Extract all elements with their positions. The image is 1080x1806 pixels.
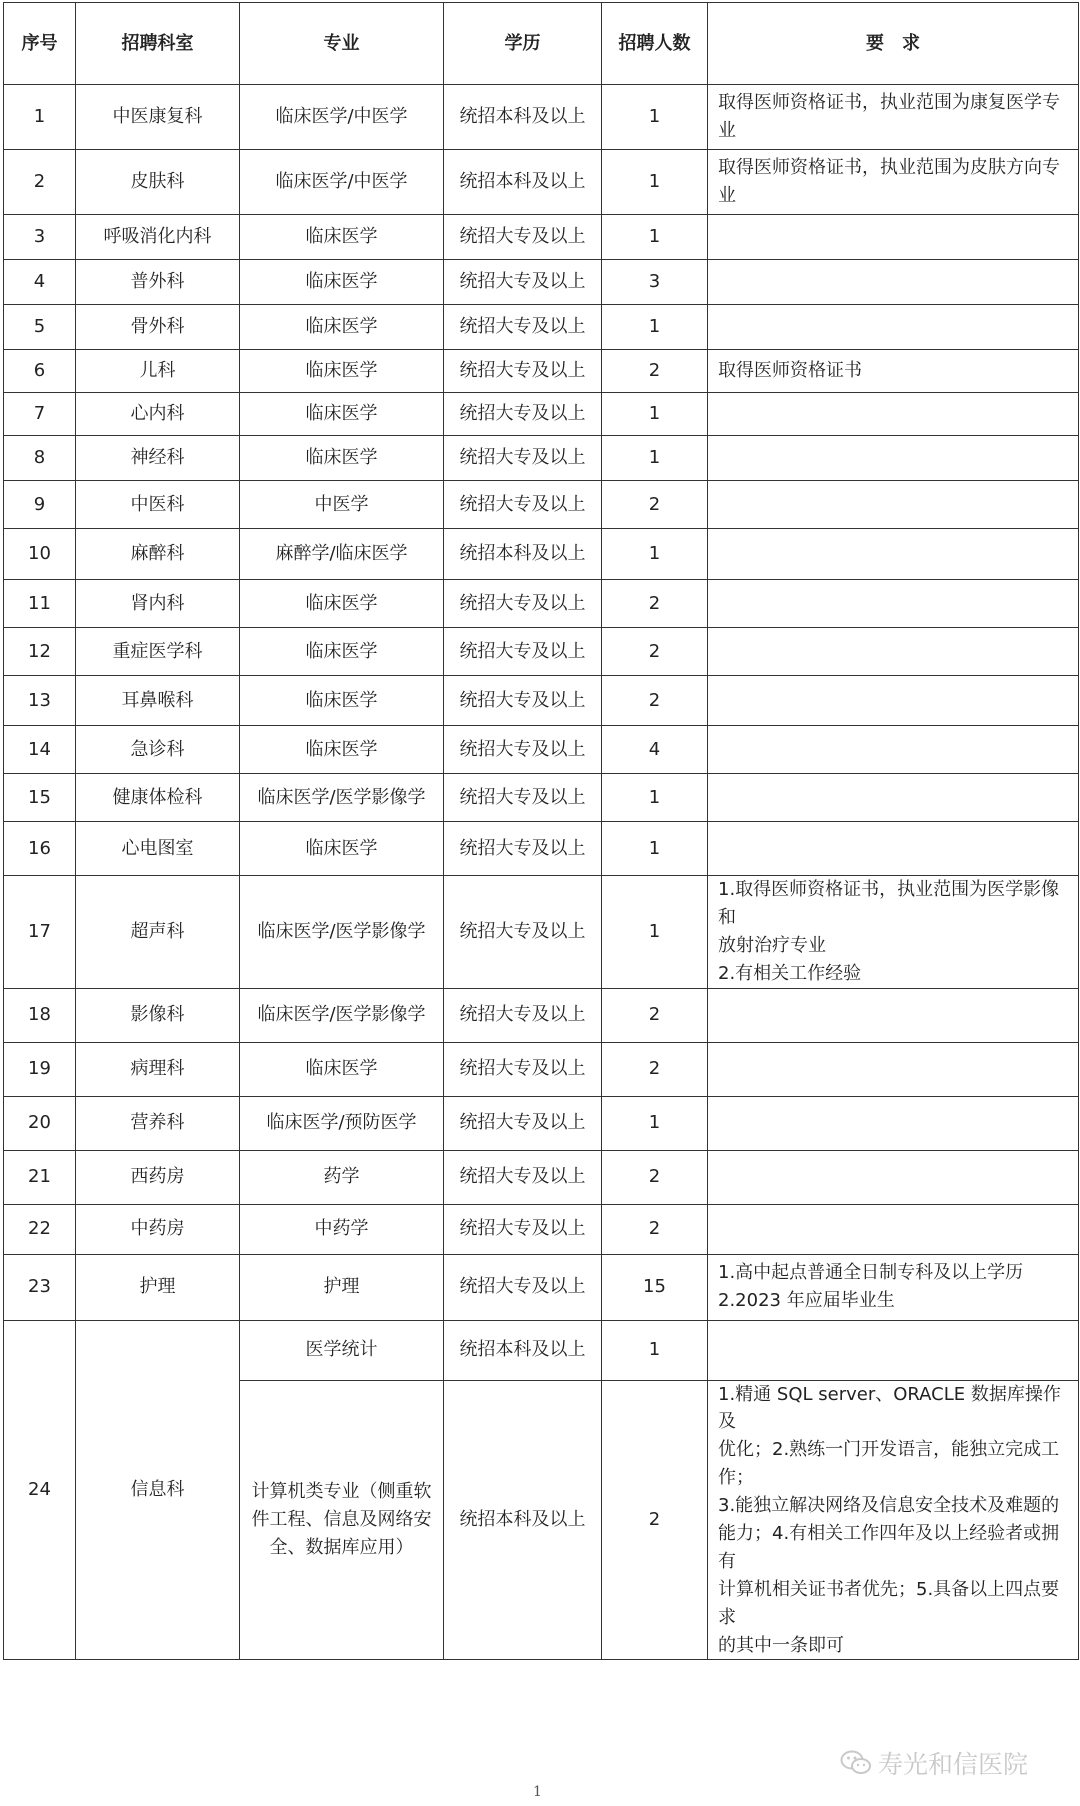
- row-major: 中医学: [240, 481, 444, 529]
- requirement-line: 1.取得医师资格证书，执业范围为医学影像和: [718, 879, 1060, 928]
- row-edu: 统招大专及以上: [444, 305, 602, 350]
- requirement-line: 1.高中起点普通全日制专科及以上学历: [718, 1262, 1024, 1284]
- requirement-line: 计算机相关证书者优先；5.具备以上四点要求: [718, 1578, 1060, 1628]
- requirement-line: 1.精通 SQL server、ORACLE 数据库操作及: [718, 1383, 1061, 1433]
- row-edu: 统招本科及以上: [444, 150, 602, 215]
- row-requirement: [708, 676, 1079, 726]
- row-count: 2: [602, 1042, 708, 1096]
- requirement-line: 3.能独立解决网络及信息安全技术及难题的: [718, 1495, 1060, 1517]
- row-major: 临床医学: [240, 726, 444, 774]
- row-major: 临床医学/中医学: [240, 85, 444, 150]
- row-count: 2: [602, 580, 708, 628]
- row-major: 临床医学: [240, 1042, 444, 1096]
- table-row: [4, 150, 1079, 215]
- row-count: 2: [602, 1380, 708, 1660]
- row-dept: 影像科: [76, 988, 240, 1042]
- row-edu: 统招本科及以上: [444, 529, 602, 580]
- row-edu: 统招本科及以上: [444, 85, 602, 150]
- row-number: 15: [4, 774, 76, 822]
- row-edu: 统招大专及以上: [444, 481, 602, 529]
- row-number: 19: [4, 1042, 76, 1096]
- header-cell: 招聘科室: [76, 3, 240, 85]
- row-edu: 统招大专及以上: [444, 580, 602, 628]
- row-edu: 统招大专及以上: [444, 628, 602, 676]
- row-number: 24: [4, 1320, 76, 1660]
- row-major: 临床医学: [240, 580, 444, 628]
- row-dept: 中药房: [76, 1204, 240, 1254]
- row-count: 1: [602, 436, 708, 481]
- row-requirement: [708, 1096, 1079, 1150]
- row-dept: 神经科: [76, 436, 240, 481]
- row-edu: 统招大专及以上: [444, 774, 602, 822]
- row-edu: 统招大专及以上: [444, 1042, 602, 1096]
- header-cell: 学历: [444, 3, 602, 85]
- row-number: 3: [4, 215, 76, 260]
- requirement-line: 取得医师资格证书，执业范围为康复医学专业: [718, 92, 1060, 141]
- row-number: 5: [4, 305, 76, 350]
- major-line: 件工程、信息及网络安: [251, 1509, 432, 1531]
- row-requirement: [708, 529, 1079, 580]
- table-row: [4, 436, 1079, 481]
- row-major: [240, 1320, 444, 1380]
- row-number: 2: [4, 150, 76, 215]
- row-dept: 耳鼻喉科: [76, 676, 240, 726]
- row-major: 临床医学: [240, 393, 444, 436]
- table-row: [4, 393, 1079, 436]
- table-row: [4, 529, 1079, 580]
- row-requirement: [708, 1380, 1079, 1660]
- row-dept: 普外科: [76, 260, 240, 305]
- wechat-icon: [840, 1749, 872, 1777]
- row-number: 21: [4, 1150, 76, 1204]
- requirement-line: 取得医师资格证书: [718, 360, 862, 382]
- row-edu: 统招大专及以上: [444, 393, 602, 436]
- row-count: 15: [602, 1254, 708, 1320]
- requirement-line: 放射治疗专业: [718, 934, 826, 956]
- row-dept: 麻醉科: [76, 529, 240, 580]
- requirement-line: 取得医师资格证书，执业范围为皮肤方向专业: [718, 157, 1060, 206]
- row-count: 1: [602, 774, 708, 822]
- major-line: 全、数据库应用）: [269, 1536, 414, 1558]
- row-count: 1: [602, 1320, 708, 1380]
- row-number: 20: [4, 1096, 76, 1150]
- row-requirement: [708, 580, 1079, 628]
- row-major: 临床医学/医学影像学: [240, 774, 444, 822]
- table-row: [4, 260, 1079, 305]
- row-count: 2: [602, 676, 708, 726]
- row-dept: 病理科: [76, 1042, 240, 1096]
- row-number: 17: [4, 876, 76, 989]
- row-count: 4: [602, 726, 708, 774]
- row-major: 临床医学: [240, 215, 444, 260]
- row-requirement: [708, 628, 1079, 676]
- row-requirement: [708, 150, 1079, 215]
- row-edu: 统招本科及以上: [444, 1320, 602, 1380]
- table-row: [4, 1204, 1079, 1254]
- row-major: 药学: [240, 1150, 444, 1204]
- recruitment-table: [3, 2, 1079, 1660]
- row-number: 11: [4, 580, 76, 628]
- row-dept: 重症医学科: [76, 628, 240, 676]
- row-requirement: [708, 393, 1079, 436]
- table-row: [4, 1254, 1079, 1320]
- row-count: 2: [602, 1204, 708, 1254]
- row-requirement: [708, 481, 1079, 529]
- header-cell: 招聘人数: [602, 3, 708, 85]
- row-major: 护理: [240, 1254, 444, 1320]
- row-dept: 超声科: [76, 876, 240, 989]
- header-cell: 序号: [4, 3, 76, 85]
- row-dept: 信息科: [76, 1320, 240, 1660]
- table-row: [4, 580, 1079, 628]
- row-number: 16: [4, 822, 76, 876]
- row-count: 2: [602, 481, 708, 529]
- row-requirement: [708, 726, 1079, 774]
- row-requirement: [708, 1320, 1079, 1380]
- row-dept: 中医康复科: [76, 85, 240, 150]
- table-row: [4, 481, 1079, 529]
- row-requirement: [708, 85, 1079, 150]
- row-count: 1: [602, 1096, 708, 1150]
- table-row: [4, 1096, 1079, 1150]
- row-major: 临床医学/医学影像学: [240, 876, 444, 989]
- row-edu: 统招大专及以上: [444, 1096, 602, 1150]
- row-edu: 统招大专及以上: [444, 1150, 602, 1204]
- table-row: [4, 1150, 1079, 1204]
- row-count: 1: [602, 822, 708, 876]
- row-count: 1: [602, 876, 708, 989]
- table-row: [4, 1042, 1079, 1096]
- row-dept: 儿科: [76, 350, 240, 393]
- row-number: 14: [4, 726, 76, 774]
- table-row: [4, 628, 1079, 676]
- table-row: [4, 215, 1079, 260]
- row-number: 4: [4, 260, 76, 305]
- row-major: 临床医学: [240, 350, 444, 393]
- row-major: 临床医学/中医学: [240, 150, 444, 215]
- table-row: [4, 676, 1079, 726]
- row-number: 18: [4, 988, 76, 1042]
- row-number: 6: [4, 350, 76, 393]
- row-dept: 急诊科: [76, 726, 240, 774]
- page-number: 1: [533, 1784, 542, 1800]
- table-row: [4, 1320, 1079, 1380]
- row-major: 麻醉学/临床医学: [240, 529, 444, 580]
- row-dept: 骨外科: [76, 305, 240, 350]
- row-major: 临床医学: [240, 260, 444, 305]
- table-header-row: [4, 3, 1079, 85]
- row-requirement: [708, 1204, 1079, 1254]
- row-edu: 统招大专及以上: [444, 676, 602, 726]
- row-count: 2: [602, 628, 708, 676]
- requirement-line: 2.2023 年应届毕业生: [718, 1290, 895, 1312]
- row-edu: 统招大专及以上: [444, 876, 602, 989]
- row-dept: 心内科: [76, 393, 240, 436]
- row-dept: 健康体检科: [76, 774, 240, 822]
- row-number: 13: [4, 676, 76, 726]
- row-requirement: [708, 822, 1079, 876]
- row-major: [240, 1380, 444, 1660]
- row-requirement: [708, 1150, 1079, 1204]
- row-number: 7: [4, 393, 76, 436]
- row-count: 1: [602, 393, 708, 436]
- row-count: 2: [602, 350, 708, 393]
- row-number: 9: [4, 481, 76, 529]
- requirement-line: 能力；4.有相关工作四年及以上经验者或拥有: [718, 1523, 1060, 1572]
- row-edu: 统招大专及以上: [444, 260, 602, 305]
- major-line: 医学统计: [305, 1339, 378, 1361]
- row-dept: 肾内科: [76, 580, 240, 628]
- row-dept: 中医科: [76, 481, 240, 529]
- row-count: 1: [602, 215, 708, 260]
- row-edu: 统招大专及以上: [444, 1204, 602, 1254]
- row-count: 3: [602, 260, 708, 305]
- row-dept: 皮肤科: [76, 150, 240, 215]
- row-major: 临床医学: [240, 436, 444, 481]
- row-edu: 统招大专及以上: [444, 350, 602, 393]
- row-dept: 护理: [76, 1254, 240, 1320]
- watermark-text: 寿光和信医院: [878, 1750, 1029, 1779]
- row-number: 8: [4, 436, 76, 481]
- row-major: 临床医学: [240, 676, 444, 726]
- row-major: 临床医学/医学影像学: [240, 988, 444, 1042]
- row-number: 22: [4, 1204, 76, 1254]
- row-requirement: [708, 215, 1079, 260]
- row-dept: 心电图室: [76, 822, 240, 876]
- table-row: [4, 822, 1079, 876]
- row-edu: 统招大专及以上: [444, 988, 602, 1042]
- row-major: 临床医学/预防医学: [240, 1096, 444, 1150]
- major-line: 计算机类专业（侧重软: [251, 1481, 432, 1503]
- header-cell: 专业: [240, 3, 444, 85]
- row-number: 23: [4, 1254, 76, 1320]
- row-requirement: [708, 1254, 1079, 1320]
- requirement-line: 2.有相关工作经验: [718, 962, 862, 984]
- row-requirement: [708, 350, 1079, 393]
- requirement-line: 优化；2.熟练一门开发语言，能独立完成工作；: [718, 1439, 1060, 1489]
- row-count: 2: [602, 988, 708, 1042]
- row-count: 1: [602, 85, 708, 150]
- row-count: 1: [602, 150, 708, 215]
- row-major: 中药学: [240, 1204, 444, 1254]
- row-count: 2: [602, 1150, 708, 1204]
- table-row: [4, 988, 1079, 1042]
- row-major: 临床医学: [240, 305, 444, 350]
- row-edu: 统招大专及以上: [444, 1254, 602, 1320]
- row-major: 临床医学: [240, 628, 444, 676]
- row-edu: 统招大专及以上: [444, 436, 602, 481]
- row-dept: 呼吸消化内科: [76, 215, 240, 260]
- table-row: [4, 350, 1079, 393]
- row-number: 1: [4, 85, 76, 150]
- row-edu: 统招本科及以上: [444, 1380, 602, 1660]
- row-requirement: [708, 305, 1079, 350]
- row-requirement: [708, 876, 1079, 989]
- watermark: [840, 1746, 1028, 1780]
- table-row: [4, 726, 1079, 774]
- table-row: [4, 774, 1079, 822]
- table-row: [4, 85, 1079, 150]
- row-requirement: [708, 260, 1079, 305]
- row-edu: 统招大专及以上: [444, 215, 602, 260]
- row-major: 临床医学: [240, 822, 444, 876]
- row-number: 12: [4, 628, 76, 676]
- table-row: [4, 876, 1079, 989]
- table-row: [4, 305, 1079, 350]
- requirement-line: 的其中一条即可: [718, 1634, 844, 1656]
- row-edu: 统招大专及以上: [444, 822, 602, 876]
- row-requirement: [708, 436, 1079, 481]
- row-dept: 营养科: [76, 1096, 240, 1150]
- row-count: 1: [602, 529, 708, 580]
- row-count: 1: [602, 305, 708, 350]
- header-cell: 要 求: [708, 3, 1079, 85]
- row-requirement: [708, 774, 1079, 822]
- row-requirement: [708, 1042, 1079, 1096]
- row-number: 10: [4, 529, 76, 580]
- row-edu: 统招大专及以上: [444, 726, 602, 774]
- row-dept: 西药房: [76, 1150, 240, 1204]
- row-requirement: [708, 988, 1079, 1042]
